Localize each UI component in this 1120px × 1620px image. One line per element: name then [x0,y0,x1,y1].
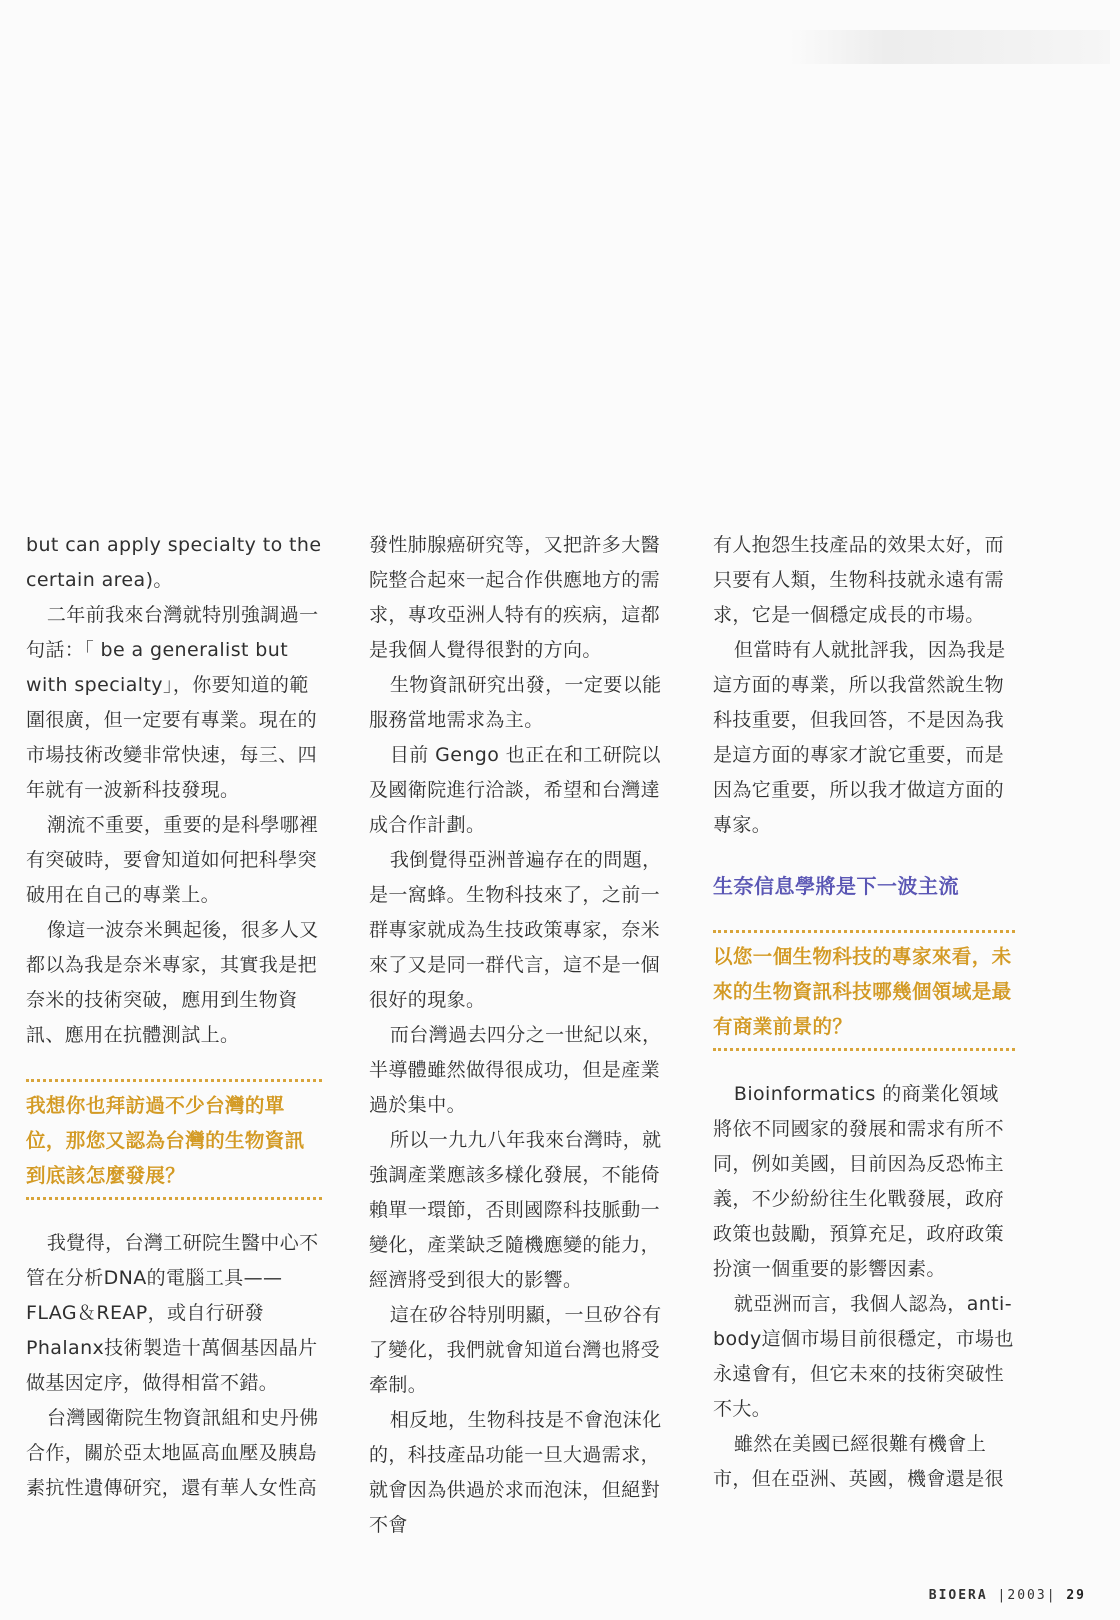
paragraph: 生物資訊研究出發，一定要以能服務當地需求為主。 [369,674,662,731]
paragraph: Bioinformatics 的商業化領域將依不同國家的發展和需求有所不同，例如美國，目前因為反恐怖主義，不少紛紛往生化戰發展，政府政策也鼓勵，預算充足，政府政策扮演一個重要的影響因素。 [713,1083,1005,1280]
paragraph: 我倒覺得亞洲普遍存在的問題，是一窩蜂。生物科技來了，之前一群專家就成為生技政策專家，奈米來了又是同一群代言，這不是一個很好的現象。 [369,849,662,1011]
paragraph: 相反地，生物科技是不會泡沫化的，科技產品功能一旦大過需求，就會因為供過於求而泡沫，但絕對不會 [369,1409,662,1536]
paragraph: 潮流不重要，重要的是科學哪裡有突破時，要會知道如何把科學突破用在自己的專業上。 [26,814,319,906]
footer-separator: | [997,1588,1008,1603]
text-column-1 [26,528,322,1506]
footer-separator: | [1046,1588,1057,1603]
paragraph: 就亞洲而言，我個人認為，anti-body這個市場目前很穩定，市場也永遠會有，但它未來的技術突破性不大。 [713,1293,1014,1420]
page-footer [929,1588,1086,1603]
paragraph: 雖然在美國已經很難有機會上市，但在亞洲、英國，機會還是很 [713,1433,1005,1490]
paragraph: 發性肺腺癌研究等，又把許多大醫院整合起來一起合作供應地方的需求，專攻亞洲人特有的疾病，這都是我個人覺得很對的方向。 [369,534,661,661]
paragraph: 台灣國衛院生物資訊組和史丹佛合作，關於亞太地區高血壓及胰島素抗性遺傳研究，還有華人女性高 [26,1407,319,1499]
issue-year: 2003 [1007,1588,1047,1603]
paragraph: 有人抱怨生技產品的效果太好，而只要有人類，生物科技就永遠有需求，它是一個穩定成長的市場。 [713,534,1005,626]
paragraph: 目前 Gengo 也正在和工研院以及國衛院進行洽談，希望和台灣達成合作計劃。 [369,744,661,836]
text-column-2 [369,528,673,1543]
paragraph: 但當時有人就批評我，因為我是這方面的專業，所以我當然說生物科技重要，但我回答，不是因為我是這方面的專家才說它重要，而是因為它重要，所以我才做這方面的專家。 [713,639,1006,836]
paragraph: 所以一九九八年我來台灣時，就強調產業應該多樣化發展，不能倚賴單一環節，否則國際科技脈動一變化，產業缺乏隨機應變的能力，經濟將受到很大的影響。 [369,1129,662,1291]
paragraph: 這在矽谷特別明顯，一旦矽谷有了變化，我們就會知道台灣也將受牽制。 [369,1304,662,1396]
paragraph: but can apply specialty to the certain area)。 [26,534,322,591]
interview-question: 我想你也拜訪過不少台灣的單位，那您又認為台灣的生物資訊到底該怎麼發展？ [26,1079,322,1200]
faint-header-graphic [790,30,1110,64]
interview-question: 以您一個生物科技的專家來看，未來的生物資訊科技哪幾個領域是最有商業前景的？ [713,930,1015,1051]
section-heading: 生奈信息學將是下一波主流 [713,874,959,898]
magazine-brand: BIOERA [928,1588,988,1603]
paragraph: 像這一波奈米興起後，很多人又都以為我是奈米專家，其實我是把奈米的技術突破，應用到生物資訊、應用在抗體測試上。 [26,919,319,1046]
paragraph: 二年前我來台灣就特別強調過一句話：「 be a generalist but with specialty」，你要知道的範圍很廣，但一定要有專業。現在的市場技術改變非常快速，每三、四年就有一波新科技發現。 [26,604,319,801]
page-number: 29 [1066,1588,1086,1603]
text-column-3 [713,528,1015,1497]
paragraph: 而台灣過去四分之一世紀以來，半導體雖然做得很成功，但是產業過於集中。 [369,1024,662,1116]
paragraph: 我覺得，台灣工研院生醫中心不管在分析DNA的電腦工具——FLAG＆REAP，或自行研發Phalanx技術製造十萬個基因晶片做基因定序，做得相當不錯。 [26,1232,319,1394]
